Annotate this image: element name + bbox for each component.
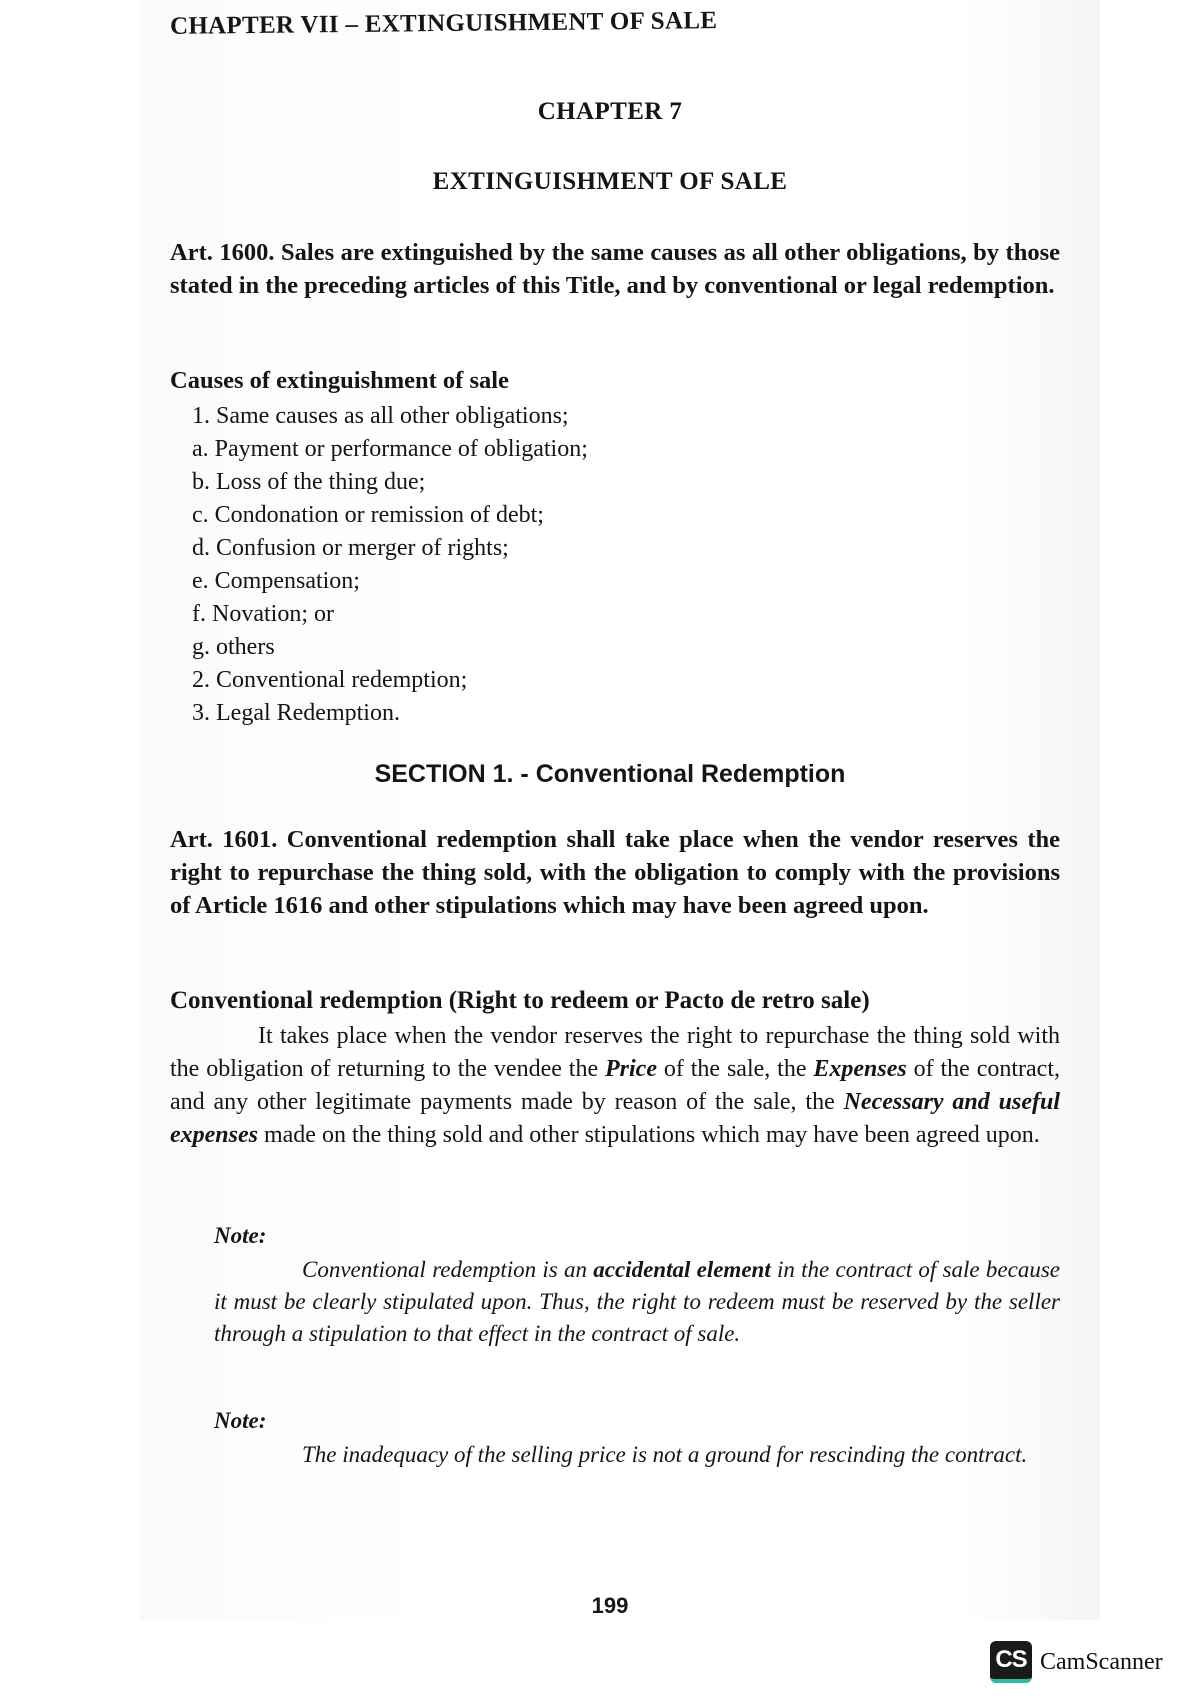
list-item: 1. Same causes as all other obligations; bbox=[192, 403, 569, 429]
article-1601: Art. 1601. Conventional redemption shall take place when the vendor reserves the right to repurchase the thing sold, with the obligation to comply with the provisions of Article 1616 and other stipulations which may have been agreed upon. bbox=[170, 826, 1060, 919]
list-item: a. Payment or performance of obligation; bbox=[192, 436, 588, 462]
running-head: CHAPTER VII – EXTINGUISHMENT OF SALE bbox=[169, 7, 718, 40]
list-item: 2. Conventional redemption; bbox=[192, 667, 468, 693]
causes-heading: Causes of extinguishment of sale bbox=[170, 367, 509, 394]
list-item: e. Compensation; bbox=[192, 568, 360, 594]
section-heading: SECTION 1. - Conventional Redemption bbox=[374, 760, 846, 788]
article-1600: Art. 1600. Sales are extinguished by the same causes as all other obligations, by those stated in the preceding articles of this Title, and by conventional or legal redemption. bbox=[170, 239, 1060, 299]
emphasis-accidental-element: accidental element bbox=[593, 1257, 771, 1282]
chapter-title: EXTINGUISHMENT OF SALE bbox=[432, 168, 788, 195]
list-item: 3. Legal Redemption. bbox=[192, 700, 400, 726]
list-item: d. Confusion or merger of rights; bbox=[192, 535, 509, 561]
list-item: g. others bbox=[192, 634, 275, 660]
note-label: Note: bbox=[214, 1408, 267, 1433]
page-number: 199 bbox=[591, 1593, 629, 1618]
emphasis-necessary-expenses: Necessary and useful expenses bbox=[170, 1089, 1060, 1148]
causes-list bbox=[192, 400, 588, 730]
note-1: Note: Conventional redemption is an accidental element in the contract of sale because it must be clearly stipulated upon. Thus, the right to redeem must be reserved by the seller through a stipulation to that effect in the contract of sale. bbox=[214, 1220, 1060, 1350]
list-item: f. Novation; or bbox=[192, 601, 334, 627]
note-label: Note: bbox=[214, 1223, 267, 1248]
list-item: c. Condonation or remission of debt; bbox=[192, 502, 544, 528]
conventional-redemption-heading: Conventional redemption (Right to redeem or Pacto de retro sale) bbox=[170, 987, 870, 1014]
conventional-redemption-text: It takes place when the vendor reserves the right to repurchase the thing sold with the obligation of returning to the vendee the Price of the sale, the Expenses of the contract, and any other legitimate payments made by reason of the sale, the Necessary and useful expenses made on the thing sold and other stipulations which may have been agreed upon. bbox=[170, 1023, 1061, 1148]
camscanner-logo-icon: CS bbox=[990, 1641, 1032, 1683]
camscanner-watermark bbox=[990, 1640, 1163, 1684]
list-item: b. Loss of the thing due; bbox=[192, 469, 426, 495]
emphasis-price: Price bbox=[605, 1056, 657, 1082]
note-2: Note: The inadequacy of the selling price is not a ground for rescinding the contract. bbox=[214, 1405, 1060, 1471]
emphasis-expenses: Expenses bbox=[813, 1056, 907, 1082]
camscanner-name: CamScanner bbox=[1040, 1648, 1163, 1675]
chapter-number: CHAPTER 7 bbox=[537, 98, 683, 125]
